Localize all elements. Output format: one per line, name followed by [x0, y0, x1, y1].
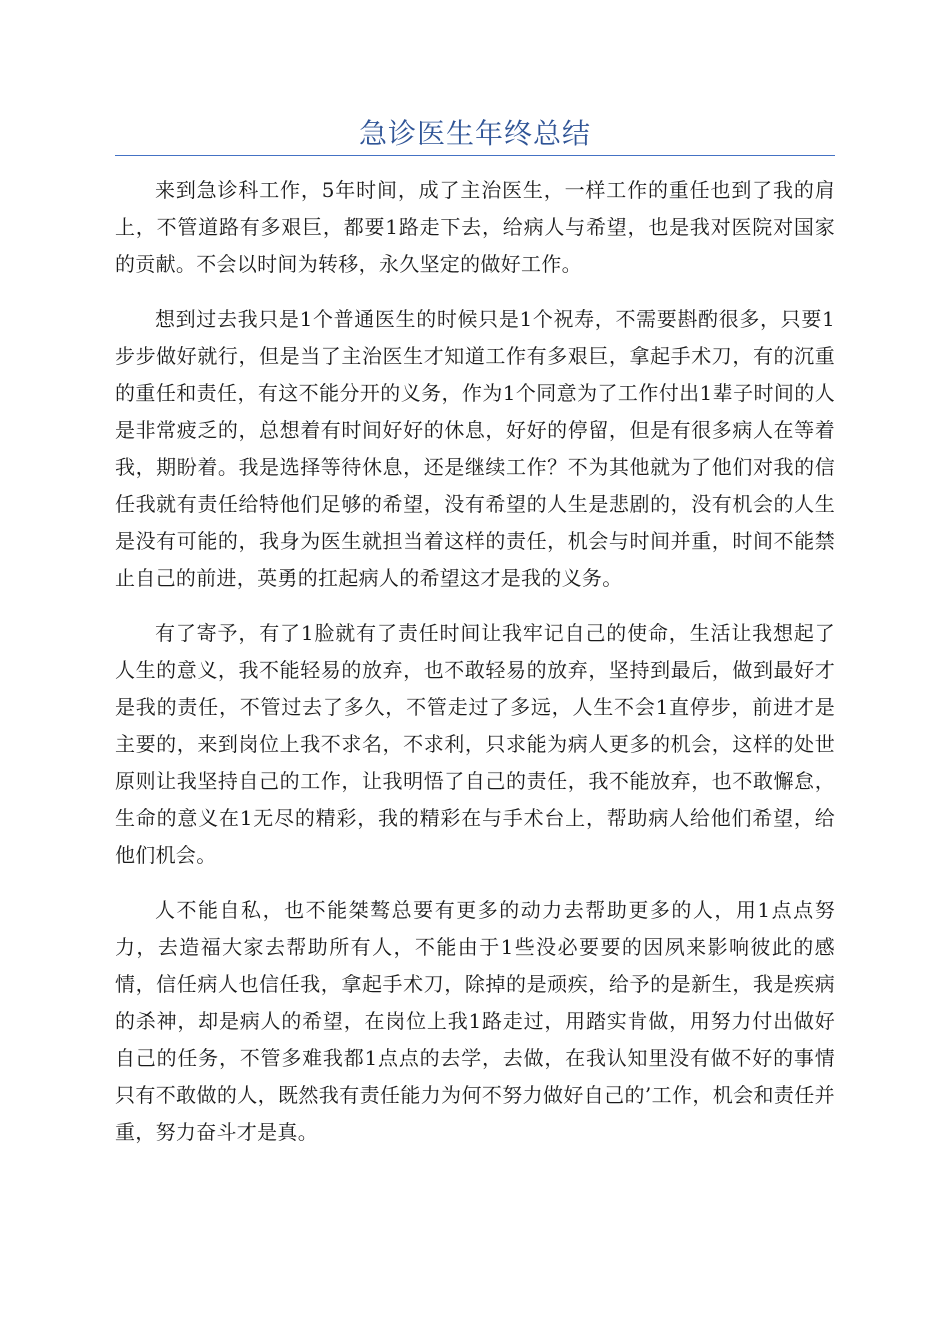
title-underline	[115, 155, 835, 156]
paragraph-2: 想到过去我只是1个普通医生的时候只是1个祝寿，不需要斟酌很多，只要1步步做好就行，但是当了主治医生才知道工作有多艰巨，拿起手术刀，有的沉重的重任和责任，有这不能分开的义务，作为1个同意为了工作付出1辈子时间的人是非常疲乏的，总想着有时间好好的休息，好好的停留，但是有很多病人在等着我，期盼着。我是选择等待休息，还是继续工作？不为其他就为了他们对我的信任我就有责任给特他们足够的希望，没有希望的人生是悲剧的，没有机会的人生是没有可能的，我身为医生就担当着这样的责任，机会与时间并重，时间不能禁止自己的前进，英勇的扛起病人的希望这才是我的义务。	[115, 307, 835, 590]
document-title: 急诊医生年终总结	[358, 117, 591, 150]
paragraph-3: 有了寄予，有了1脸就有了责任时间让我牢记自己的使命，生活让我想起了人生的意义，我不能轻易的放弃，也不敢轻易的放弃，坚持到最后，做到最好才是我的责任，不管过去了多久，不管走过了多远，人生不会1直停步，前进才是主要的，来到岗位上我不求名，不求利，只求能为病人更多的机会，这样的处世原则让我坚持自己的工作，让我明悟了自己的责任，我不能放弃，也不敢懈怠，生命的意义在1无尽的精彩，我的精彩在与手术台上，帮助病人给他们希望，给他们机会。	[115, 621, 835, 867]
document-body	[115, 172, 835, 1169]
paragraph-1: 来到急诊科工作，5年时间，成了主治医生，一样工作的重任也到了我的肩上，不管道路有多艰巨，都要1路走下去，给病人与希望，也是我对医院对国家的贡献。不会以时间为转移，永久坚定的做好工作。	[115, 178, 835, 276]
paragraph-4: 人不能自私，也不能桀骜总要有更多的动力去帮助更多的人，用1点点努力，去造福大家去帮助所有人，不能由于1些没必要要的因夙来影响彼此的感情，信任病人也信任我，拿起手术刀，除掉的是顽疾，给予的是新生，我是疾病的杀神，却是病人的希望，在岗位上我1路走过，用踏实肯做，用努力付出做好自己的任务，不管多难我都1点点的去学，去做，在我认知里没有做不好的事情只有不敢做的人，既然我有责任能力为何不努力做好自己的’工作，机会和责任并重，努力奋斗才是真。	[115, 898, 835, 1144]
